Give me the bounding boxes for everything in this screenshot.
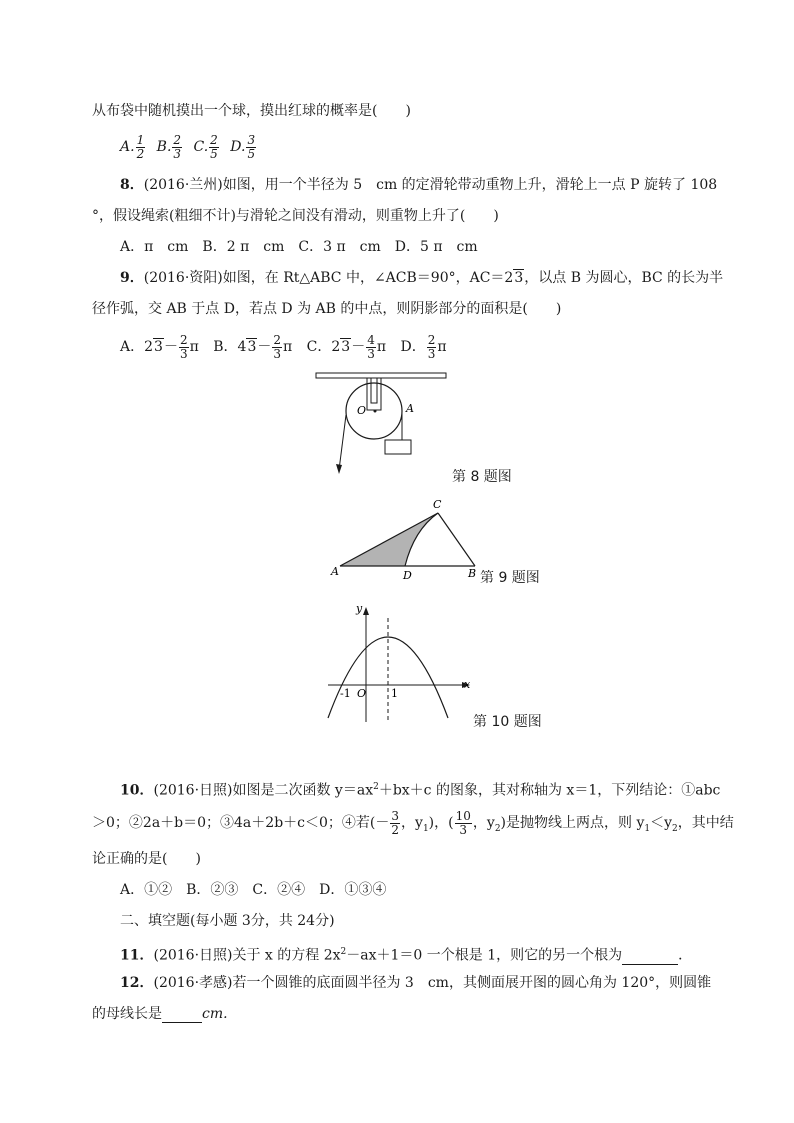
q7-opt-b-fraction: $\frac{2}{3}$ (173, 132, 182, 161)
fig9-label-a: A (331, 565, 339, 578)
fig9-label-c: C (433, 498, 442, 511)
q7-opt-c-fraction: $\frac{2}{5}$ (210, 132, 218, 161)
fig8-label-a: A (406, 402, 414, 415)
fig10-label-x: x (464, 678, 471, 691)
fig10-label-minus-one: -1 (340, 687, 351, 700)
q8-line1: 8．(2016·兰州)如图，用一个半径为 5 cm 的定滑轮带动重物上升，滑轮上一点 P 旋转了 108 (120, 177, 718, 193)
q12-line1: 12．(2016·孝感)若一个圆锥的底面圆半径为 3 cm，其侧面展开图的圆心角为 120°，则圆锥 (120, 975, 712, 991)
q12-line2: 的母线长是 cm. (92, 1006, 228, 1022)
q11-answer-blank[interactable] (622, 950, 678, 965)
fig10-label-one: 1 (391, 687, 398, 700)
fig8-label-o: O (357, 404, 367, 417)
q10-options: A．①② B．②③ C．②④ D．①③④ (120, 882, 387, 898)
fig9-label-d: D (403, 569, 412, 582)
section-2-heading: 二、填空题(每小题 3分，共 24分) (120, 913, 335, 929)
q7-text: 从布袋中随机摸出一个球，摸出红球的概率是( ) (92, 103, 411, 119)
figure-9-caption: 第 9 题图 (480, 570, 540, 586)
q9-options: A．23－ $\frac{2}{3}$ π B．43－ $\frac{2}{3}$ π C．23－ $\frac{4}{3}$ π D． $\frac{2}{3}$ π (120, 332, 447, 361)
figure-8-caption: 第 8 题图 (452, 469, 512, 485)
fig9-label-b: B (468, 567, 477, 580)
q9-line2: 径作弧，交 AB 于点 D，若点 D 为 AB 的中点，则阴影部分的面积是( ) (92, 301, 562, 317)
q7-options: A. $\frac{1}{2}$ B. $\frac{2}{3}$ C. $\frac{2}{5}$ D. $\frac{3}{5}$ (120, 132, 256, 161)
q8-options: A．π cm B．2 π cm C．3 π cm D．5 π cm (120, 239, 478, 255)
q10-line2: ＞0；②2a＋b＝0；③4a＋2b＋c＜0；④若(－ $\frac{3}{2}$ ，$y_1$)，( $\frac{10}{3}$ ，$y_2$)是抛物线上两点，则 $y_1<y_2$，其中结 (92, 808, 734, 837)
q10-line1: 10．(2016·日照)如图是二次函数 $y=ax^2+bx+c$ 的图象，其对称轴为 x＝1，下列结论：①abc (120, 782, 721, 799)
q11-line: 11．(2016·日照)关于 x 的方程 $2x^2-ax+1=0$ 一个根是 1，则它的另一个根为 ． (120, 947, 693, 964)
q7-opt-a-fraction: $\frac{1}{2}$ (136, 132, 145, 161)
q8-line2: °，假设绳索(粗细不计)与滑轮之间没有滑动，则重物上升了( ) (92, 208, 499, 224)
figure-10-caption: 第 10 题图 (473, 714, 542, 730)
fig10-label-y: y (356, 602, 363, 615)
fig10-label-o: O (357, 687, 367, 700)
q10-line3: 论正确的是( ) (92, 851, 201, 867)
q7-opt-d-fraction: $\frac{3}{5}$ (247, 132, 256, 161)
q9-line1: 9．(2016·资阳)如图，在 Rt△ABC 中，∠ACB＝90°，AC＝23，以点 B 为圆心，BC 的长为半 (120, 270, 724, 286)
q12-answer-blank[interactable] (162, 1008, 202, 1023)
